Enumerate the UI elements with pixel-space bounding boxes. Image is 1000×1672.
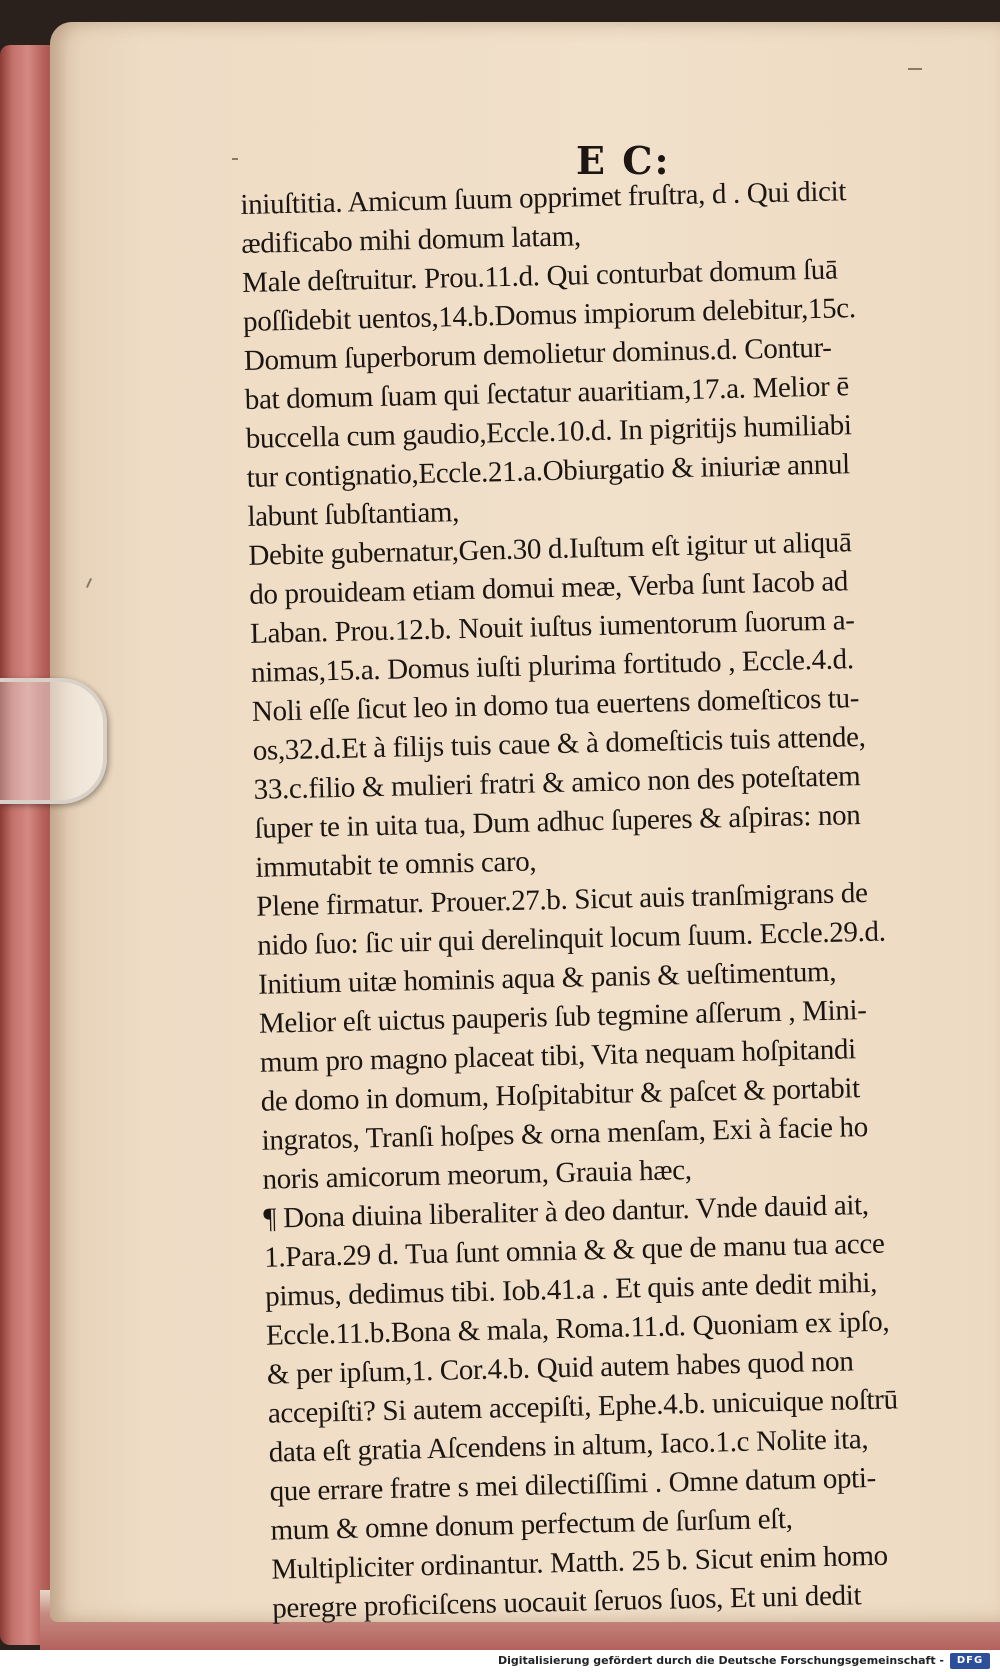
text-line: Plene firmatur. Prouer.27.b. Sicut auis tranſmigrans de [255,876,868,923]
text-line: noris amicorum meorum, Grauia hæc, [262,1154,692,1196]
text-line: do prouideam etiam domui meæ, Verba ſunt Iacob ad [248,565,849,611]
text-line: 33.c.filio & mulieri fratri & amico non des poteſtatem [253,760,861,806]
margin-mark [232,158,238,160]
text-line: ¶ Dona diuina liberaliter à deo dantur. Vnde dauid ait, [263,1189,869,1235]
text-line: accepiſti? Si autem accepiſti, Ephe.4.b. unicuique noſtrū [267,1383,899,1430]
footer-credit: Digitalisierung gefördert durch die Deutsche Forschungsgemeinschaft - [497,1654,944,1667]
text-line: Melior eſt uictus pauperis ſub tegmine aſſerum , Mini- [258,994,867,1040]
text-line: Domum ſuperborum demolietur dominus.d. Contur- [243,331,832,377]
text-line: de domo in domum, Hoſpitabitur & paſcet & portabit [260,1072,861,1118]
margin-mark [908,68,922,70]
text-line: nido ſuo: ſic uir qui derelinquit locum ſuum. Eccle.29.d. [256,915,886,962]
text-line: ædificabo mihi domum latam, [240,220,582,260]
signature-mark: E C: [576,138,671,183]
text-line: immutabit te omnis caro, [255,845,537,884]
text-line: poſſidebit uentos,14.b.Domus impiorum delebitur,15c. [242,292,857,338]
text-line: Male deſtruitur. Prou.11.d. Qui conturbat domum ſuā [241,253,838,299]
text-line: Noli eſſe ſicut leo in domo tua euertens domeſticos tu- [251,682,860,728]
text-line: Multipliciter ordinantur. Matth. 25 b. Sicut enim homo [271,1539,889,1586]
text-line: mum pro magno placeat tibi, Vita nequam hoſpitandi [259,1033,857,1079]
text-line: nimas,15.a. Domus iuſti plurima fortitudo , Eccle.4.d. [250,643,855,689]
page-clip [0,678,107,804]
text-line: peregre proficiſcens uocauit ſeruos ſuos, Et uni dedit [271,1579,862,1625]
text-line: mum & omne donum perfectum de ſurſum eſt, [270,1502,793,1547]
text-line: data eſt gratia Aſcendens in altum, Iaco.1.c Nolite ita, [268,1423,869,1469]
text-line: iniuſtitia. Amicum ſuum opprimet fruſtra, d . Qui dicit [240,175,847,221]
text-line: Laban. Prou.12.b. Nouit iuſtus iumentorum ſuorum a- [249,604,855,650]
text-line: labunt ſubſtantiam, [247,496,460,533]
body-text [240,170,963,1628]
dfg-logo: DFG [950,1653,990,1669]
text-line: Debite gubernatur,Gen.30 d.Iuſtum eſt igitur ut aliquā [248,526,852,572]
text-line: Eccle.11.b.Bona & mala, Roma.11.d. Quoniam ex ipſo, [265,1305,890,1352]
text-line: & per ipſum,1. Cor.4.b. Quid autem habes quod non [266,1345,854,1391]
text-line: 1.Para.29 d. Tua ſunt omnia & & que de manu tua acce [263,1227,885,1274]
text-line: buccella cum gaudio,Eccle.10.d. In pigritijs humiliabi [245,409,852,455]
footer-bar [0,1650,1000,1672]
text-line: que errare fratre s mei dilectiſſimi . Omne datum opti- [269,1461,877,1508]
text-line: bat domum ſuam qui ſectatur auaritiam,17.a. Melior ē [244,370,850,416]
text-line: ſuper te in uita tua, Dum adhuc ſuperes & aſpiras: non [254,799,861,845]
text-line: Initium uitæ hominis aqua & panis & ueſtimentum, [257,955,837,1001]
text-line: os,32.d.Et à filijs tuis caue & à domeſticis tuis attende, [252,720,866,767]
text-line: ingratos, Tranſi hoſpes & orna menſam, Exi à facie ho [261,1111,869,1157]
text-line: tur contignatio,Eccle.21.a.Obiurgatio & iniuriæ annul [246,448,851,494]
text-line: pimus, dedimus tibi. Iob.41.a . Et quis ante dedit mihi, [264,1266,878,1313]
